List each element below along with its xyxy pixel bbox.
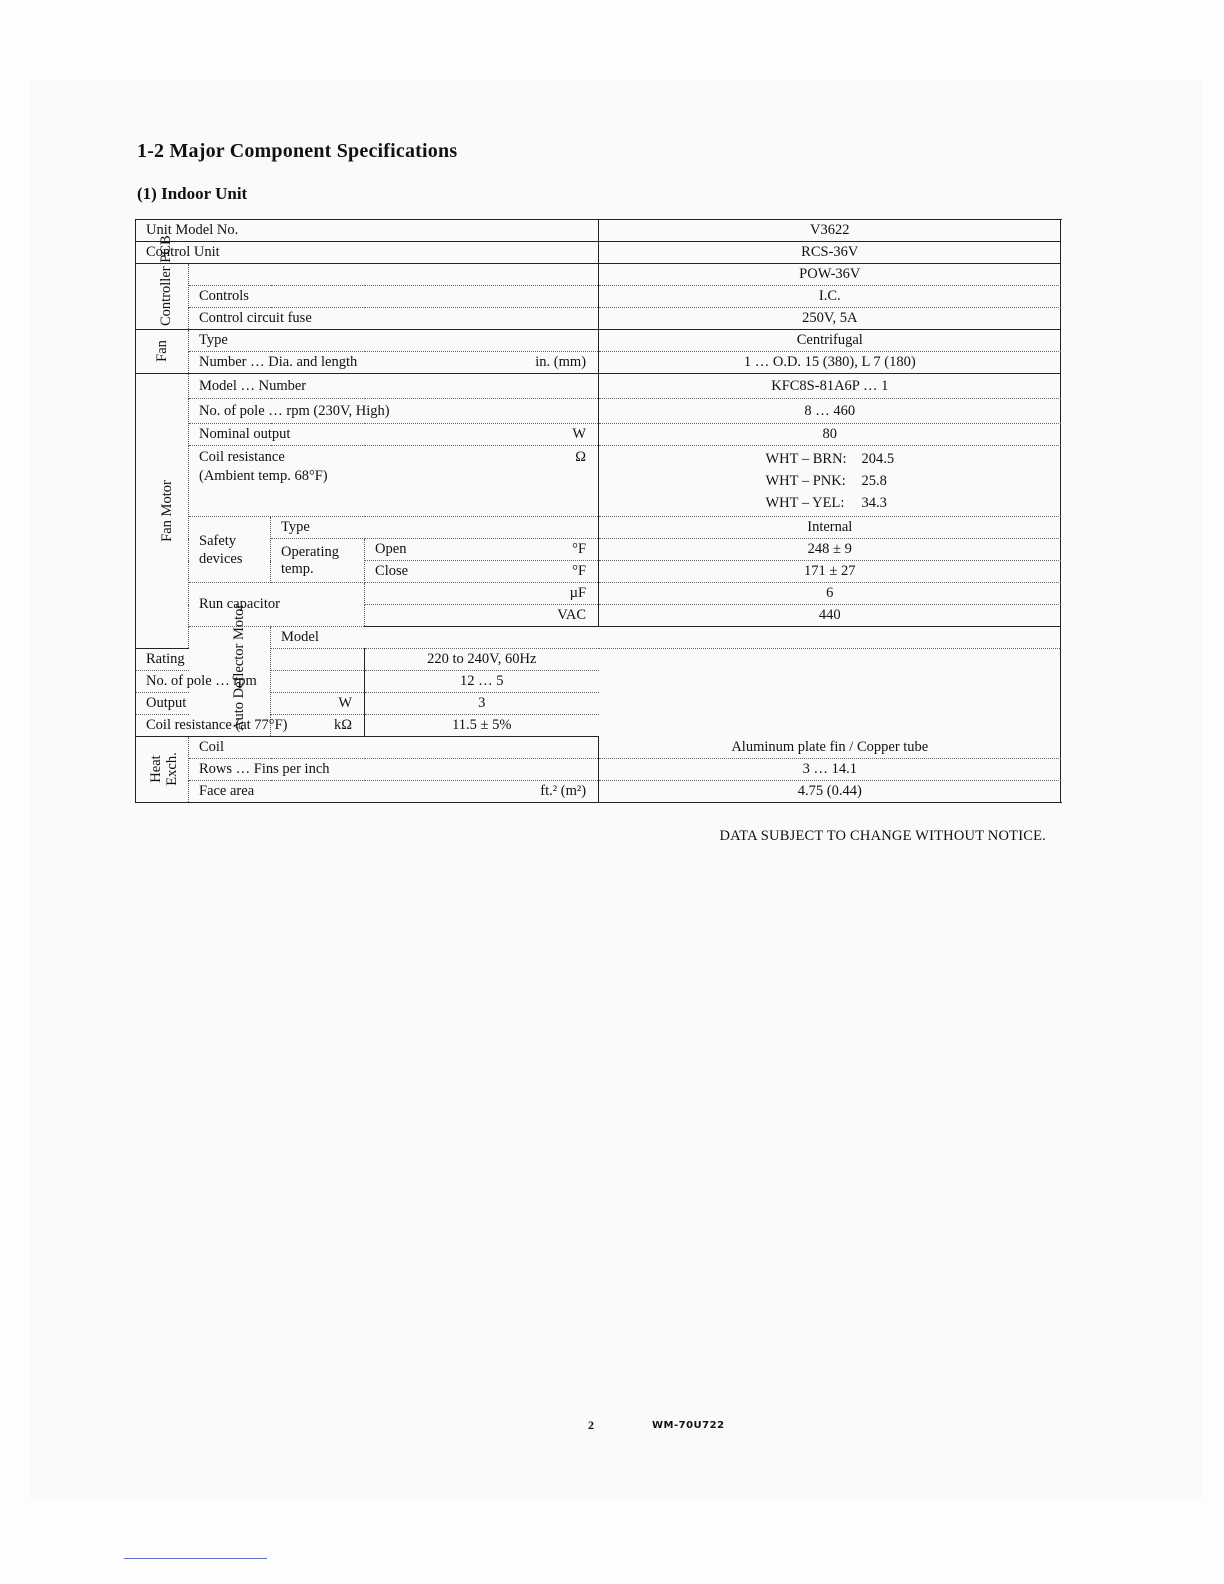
group-controller-pcb-label: Controller PCB — [158, 235, 174, 326]
capacitor-uf-unit: µF — [365, 583, 599, 605]
fuse-label: Control circuit fuse — [189, 308, 599, 330]
deflector-output-label: Output — [136, 693, 271, 715]
hx-rows-label: Rows … Fins per inch — [189, 759, 599, 781]
hx-rows-value: 3 … 14.1 — [599, 759, 1061, 781]
spec-table — [135, 219, 1061, 803]
control-unit-label: Control Unit — [136, 242, 365, 264]
coil-value-row: WHT – BRN: 204.5 — [765, 451, 895, 467]
deflector-pole-value: 12 … 5 — [365, 671, 599, 693]
group-heat-exch — [136, 737, 189, 803]
deflector-coil-label: Coil resistance (at 77°F) — [136, 715, 271, 737]
group-fan-motor-label: Fan Motor — [158, 479, 175, 542]
motor-output-unit: W — [365, 424, 599, 446]
operating-temp-label: Operating temp. — [271, 539, 365, 583]
table-row-fan-type — [136, 330, 1061, 352]
table-row-deflector-model — [136, 627, 1061, 649]
hx-face-unit: ft.² (m²) — [540, 783, 587, 799]
table-row-deflector-rating — [136, 649, 1061, 671]
table-row-motor-pole — [136, 399, 1061, 424]
table-row-unit-model — [136, 220, 1061, 242]
capacitor-uf-value: 6 — [599, 583, 1061, 605]
group-fan-label: Fan — [154, 340, 170, 362]
deflector-rating-value: 220 to 240V, 60Hz — [365, 649, 599, 671]
deflector-rating-label: Rating — [136, 649, 365, 671]
deflector-output-value: 3 — [365, 693, 599, 715]
coil-value-row: WHT – YEL: 34.3 — [765, 495, 887, 511]
open-label: Open — [375, 541, 407, 557]
deflector-coil-unit: kΩ — [271, 715, 365, 737]
coil-value-row: WHT – PNK: 25.8 — [765, 473, 887, 489]
unit-model-value: V3622 — [599, 220, 1061, 242]
group-fan-motor — [136, 374, 189, 649]
table-row-fuse — [136, 308, 1061, 330]
motor-coil-label2: (Ambient temp. 68°F) — [199, 468, 328, 484]
table-row-motor-output — [136, 424, 1061, 446]
close-label: Close — [375, 563, 409, 579]
motor-model-label: Model … Number — [189, 374, 599, 399]
page-number: 2 — [588, 1418, 594, 1432]
table-row-safety-type — [136, 517, 1061, 539]
motor-coil-label: Coil resistance — [199, 449, 285, 465]
table-row-motor-model — [136, 374, 1061, 399]
controls-label: Controls — [189, 286, 599, 308]
table-row-pcb-model — [136, 264, 1061, 286]
fan-number-value: 1 … O.D. 15 (380), L 7 (180) — [599, 352, 1061, 374]
section-heading: 1-2 Major Component Specifications — [137, 140, 458, 162]
table-row-deflector-output — [136, 693, 1061, 715]
pcb-model-value: POW-36V — [599, 264, 1061, 286]
table-row-fan-number — [136, 352, 1061, 374]
close-value: 171 ± 27 — [599, 561, 1061, 583]
close-unit: °F — [572, 563, 587, 579]
footer-rule — [124, 1558, 267, 1559]
deflector-output-unit: W — [271, 693, 365, 715]
table-row-capacitor-uf — [136, 583, 1061, 605]
table-row-hx-face — [136, 781, 1061, 803]
hx-face-label: Face area — [199, 783, 255, 799]
motor-output-value: 80 — [599, 424, 1061, 446]
safety-type-label: Type — [271, 517, 599, 539]
controls-value: I.C. — [599, 286, 1061, 308]
hx-coil-value: Aluminum plate fin / Copper tube — [599, 737, 1061, 759]
table-row-hx-coil — [136, 737, 1061, 759]
unit-model-label: Unit Model No. — [136, 220, 365, 242]
group-heat-exch-label: Heat Exch. — [148, 751, 180, 786]
deflector-model-label: Model — [271, 627, 1061, 649]
hx-coil-label: Coil — [189, 737, 599, 759]
motor-output-label: Nominal output — [189, 424, 365, 446]
fan-type-value: Centrifugal — [599, 330, 1061, 352]
section-subheading: (1) Indoor Unit — [137, 184, 248, 203]
safety-devices-label: Safety devices — [189, 517, 271, 583]
group-fan — [136, 330, 189, 374]
table-row-control-unit — [136, 242, 1061, 264]
table-row-safety-open — [136, 539, 1061, 561]
motor-coil-unit: Ω — [365, 446, 599, 517]
motor-coil-values — [765, 448, 894, 514]
change-notice: DATA SUBJECT TO CHANGE WITHOUT NOTICE. — [719, 828, 1046, 844]
fuse-value: 250V, 5A — [599, 308, 1061, 330]
motor-pole-label: No. of pole … rpm (230V, High) — [189, 399, 599, 424]
table-row-deflector-coil — [136, 715, 1061, 737]
fan-type-label: Type — [189, 330, 599, 352]
control-unit-value: RCS-36V — [599, 242, 1061, 264]
deflector-pole-label: No. of pole … rpm — [136, 671, 365, 693]
table-row-deflector-pole — [136, 671, 1061, 693]
open-value: 248 ± 9 — [599, 539, 1061, 561]
fan-number-unit: in. (mm) — [365, 352, 599, 374]
table-row-controls — [136, 286, 1061, 308]
capacitor-vac-unit: VAC — [365, 605, 599, 627]
open-unit: °F — [572, 541, 587, 557]
document-code: WM-70U722 — [652, 1420, 725, 1431]
run-capacitor-label: Run capacitor — [189, 583, 365, 627]
capacitor-vac-value: 440 — [599, 605, 1061, 627]
motor-pole-value: 8 … 460 — [599, 399, 1061, 424]
safety-type-value: Internal — [599, 517, 1061, 539]
table-row-hx-rows — [136, 759, 1061, 781]
table-row-motor-coil — [136, 446, 1061, 517]
fan-number-label: Number … Dia. and length — [189, 352, 365, 374]
deflector-coil-value: 11.5 ± 5% — [365, 715, 599, 737]
motor-model-value: KFC8S-81A6P … 1 — [599, 374, 1061, 399]
group-deflector-label: Auto Deflector Motor — [231, 603, 247, 731]
hx-face-value: 4.75 (0.44) — [599, 781, 1061, 803]
